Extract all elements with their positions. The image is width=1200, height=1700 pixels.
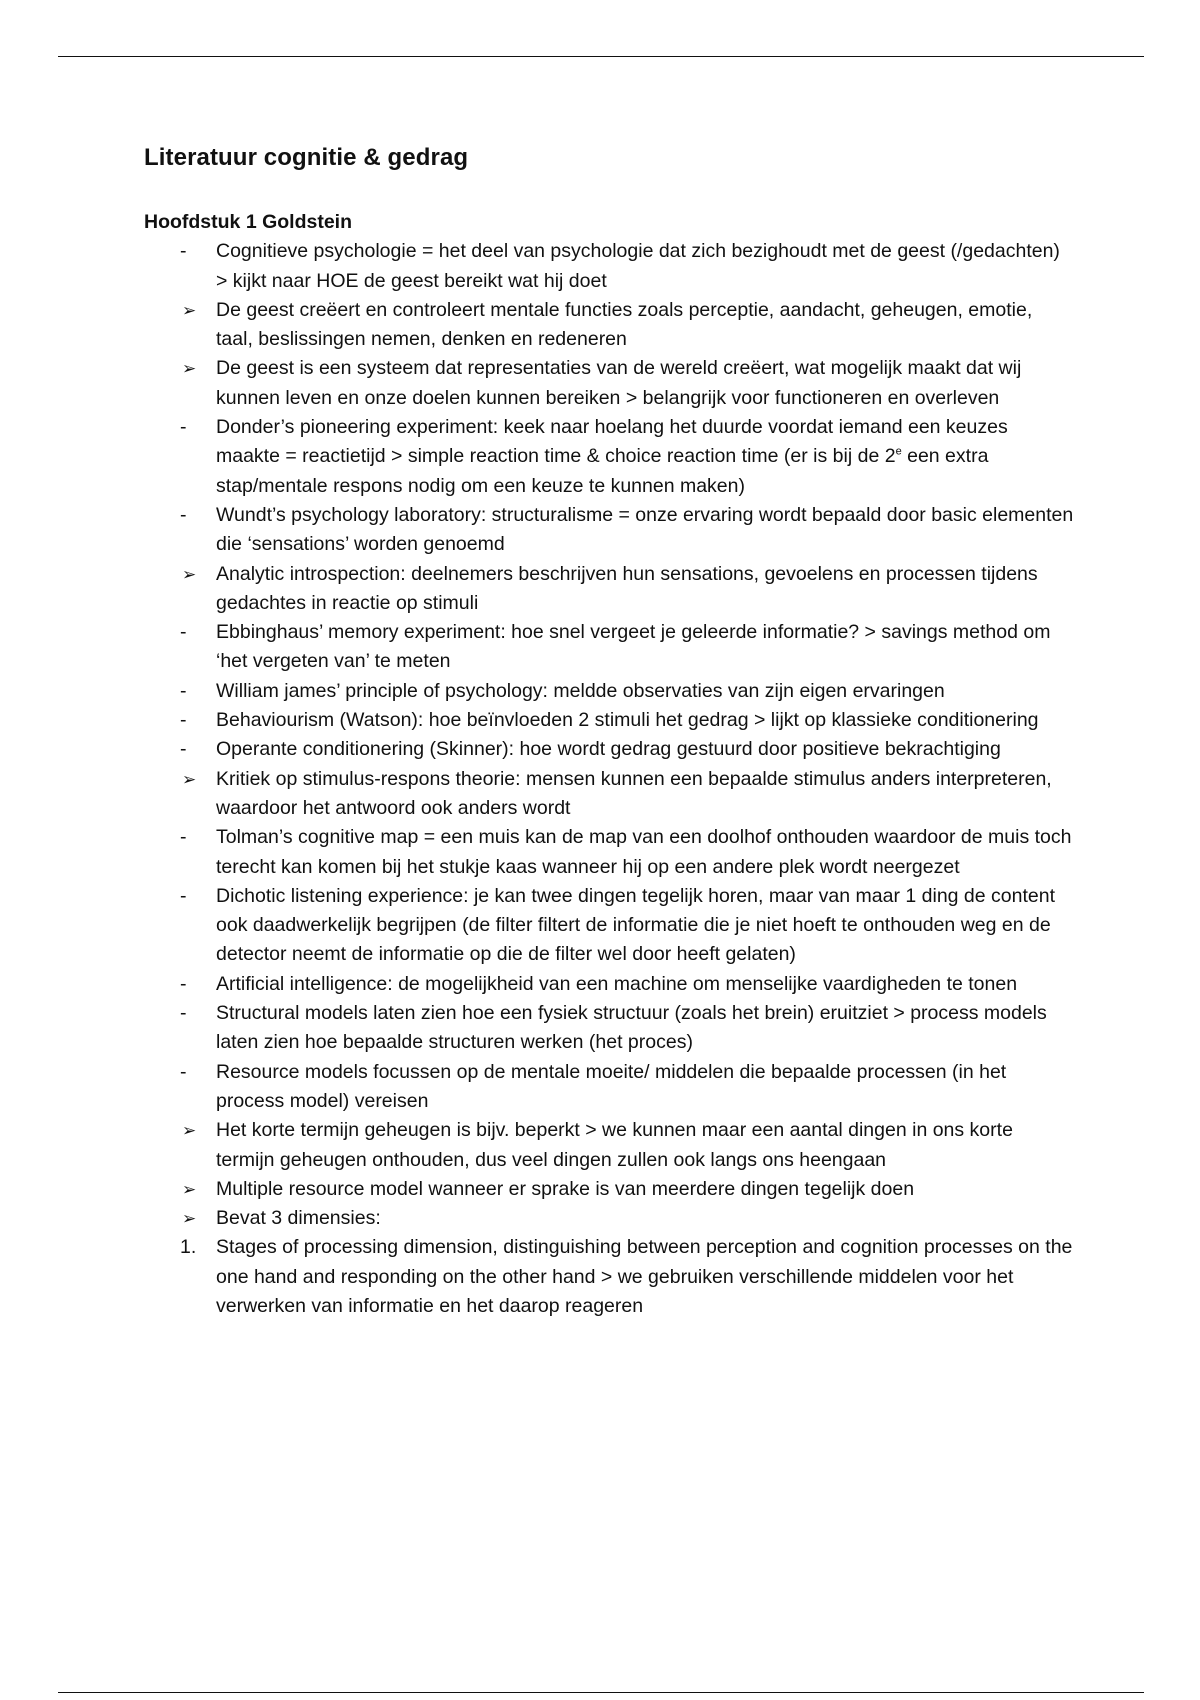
top-rule <box>58 56 1144 57</box>
arrow-bullet-icon: ➢ <box>182 564 197 584</box>
list-item-text: Het korte termijn geheugen is bijv. beperkt > we kunnen maar een aantal dingen in ons korte termijn geheugen onthouden, dus veel dingen zullen ook langs ons heengaan <box>216 1119 1013 1171</box>
document-body <box>144 141 1074 1321</box>
list-item <box>144 354 1074 413</box>
arrow-bullet-icon: ➢ <box>182 1209 197 1229</box>
list-item-text: Dichotic listening experience: je kan twee dingen tegelijk horen, maar van maar 1 ding de content ook daadwerkelijk begrijpen (de filter filtert de informatie die je niet hoeft te onthouden weg en de detector neemt de informatie op die de filter wel door heeft gelaten) <box>216 884 1055 966</box>
list-item-text: Ebbinghaus’ memory experiment: hoe snel vergeet je geleerde informatie? > savings method om ‘het vergeten van’ te meten <box>216 621 1051 673</box>
list-item <box>144 1175 1074 1204</box>
list-item <box>144 970 1074 999</box>
list-item-text: Behaviourism (Watson): hoe beïnvloeden 2 stimuli het gedrag > lijkt op klassieke conditionering <box>216 709 1039 732</box>
list-item <box>144 677 1074 706</box>
list-item <box>144 501 1074 560</box>
list-item-text: Multiple resource model wanneer er sprake is van meerdere dingen tegelijk doen <box>216 1177 915 1200</box>
list-item-text: Tolman’s cognitive map = een muis kan de map van een doolhof onthouden waardoor de muis toch terecht kan komen bij het stukje kaas wanneer hij op een andere plek wordt neergezet <box>216 826 1072 878</box>
list-item-text: Stages of processing dimension, distinguishing between perception and cognition processes on the one hand and responding on the other hand > we gebruiken verschillende middelen voor het verwerken van informatie en het daarop reageren <box>216 1236 1073 1317</box>
list-item <box>144 882 1074 970</box>
list-item <box>144 560 1074 619</box>
list-item <box>144 1204 1074 1233</box>
dash-bullet: - <box>180 1002 187 1025</box>
arrow-bullet-icon: ➢ <box>182 1121 197 1141</box>
list-item-text: Wundt’s psychology laboratory: structuralisme = onze ervaring wordt bepaald door basic elementen die ‘sensations’ worden genoemd <box>216 503 1074 556</box>
list-item <box>144 296 1074 355</box>
list-item <box>144 999 1074 1058</box>
list-item-text: De geest is een systeem dat representaties van de wereld creëert, wat mogelijk maakt dat wij kunnen leven en onze doelen kunnen bereiken > belangrijk voor functioneren en overleven <box>216 357 1022 409</box>
list-item-text: Artificial intelligence: de mogelijkheid van een machine om menselijke vaardigheden te tonen <box>216 972 1018 995</box>
list-number: 1. <box>180 1236 197 1259</box>
document-title: Literatuur cognitie & gedrag <box>144 144 469 171</box>
list-item-text: William james’ principle of psychology: meldde observaties van zijn eigen ervaringen <box>216 679 945 702</box>
dash-bullet: - <box>180 826 187 849</box>
arrow-bullet-icon: ➢ <box>182 359 197 379</box>
dash-bullet: - <box>180 416 187 439</box>
list-item-text: Resource models focussen op de mentale moeite/ middelen die bepaalde processen (in het process model) vereisen <box>216 1060 1007 1112</box>
section-heading: Hoofdstuk 1 Goldstein <box>144 211 353 233</box>
list-item-text: Cognitieve psychologie = het deel van psychologie dat zich bezighoudt met de geest (/gedachten) > kijkt naar HOE de geest bereikt wat hij doet <box>216 240 1060 292</box>
notes-list <box>144 237 1074 1321</box>
list-item <box>144 706 1074 735</box>
list-item <box>144 1233 1074 1321</box>
arrow-bullet-icon: ➢ <box>182 1179 197 1199</box>
dash-bullet: - <box>180 503 187 526</box>
arrow-bullet-icon: ➢ <box>182 300 197 320</box>
dash-bullet: - <box>180 679 187 702</box>
list-item-text: Bevat 3 dimensies: <box>216 1207 381 1230</box>
arrow-bullet-icon: ➢ <box>182 769 197 789</box>
list-item <box>144 618 1074 677</box>
list-item <box>144 413 1074 501</box>
list-item-text: Analytic introspection: deelnemers beschrijven hun sensations, gevoelens en processen tijdens gedachtes in reactie op stimuli <box>216 562 1038 614</box>
list-item-text: Structural models laten zien hoe een fysiek structuur (zoals het brein) eruitziet > process models laten zien hoe bepaalde structuren werken (het proces) <box>216 1002 1047 1054</box>
superscript: e <box>895 445 902 458</box>
dash-bullet: - <box>180 709 187 732</box>
list-item <box>144 823 1074 882</box>
dash-bullet: - <box>180 738 187 761</box>
list-item <box>144 1116 1074 1175</box>
list-item-text: Operante conditionering (Skinner): hoe wordt gedrag gestuurd door positieve bekrachtiging <box>216 738 1001 761</box>
list-item <box>144 237 1074 296</box>
list-item-text: De geest creëert en controleert mentale functies zoals perceptie, aandacht, geheugen, emotie, taal, beslissingen nemen, denken en redeneren <box>216 298 1033 351</box>
list-item <box>144 765 1074 824</box>
list-item <box>144 1058 1074 1117</box>
bottom-rule <box>58 1692 1144 1693</box>
dash-bullet: - <box>180 240 187 263</box>
dash-bullet: - <box>180 1060 187 1083</box>
list-item-text-continued: een extra stap/mentale respons nodig om een keuze te kunnen maken) <box>216 445 989 497</box>
dash-bullet: - <box>180 972 187 995</box>
dash-bullet: - <box>180 621 187 644</box>
list-item <box>144 735 1074 764</box>
dash-bullet: - <box>180 884 187 907</box>
list-item-text: Kritiek op stimulus-respons theorie: mensen kunnen een bepaalde stimulus anders interpreteren, waardoor het antwoord ook anders wordt <box>216 767 1052 819</box>
list-item-text: Donder’s pioneering experiment: keek naar hoelang het duurde voordat iemand een keuzes maakte = reactietijd > simple reaction time & choice reaction time (er is bij de 2 <box>216 416 1008 468</box>
